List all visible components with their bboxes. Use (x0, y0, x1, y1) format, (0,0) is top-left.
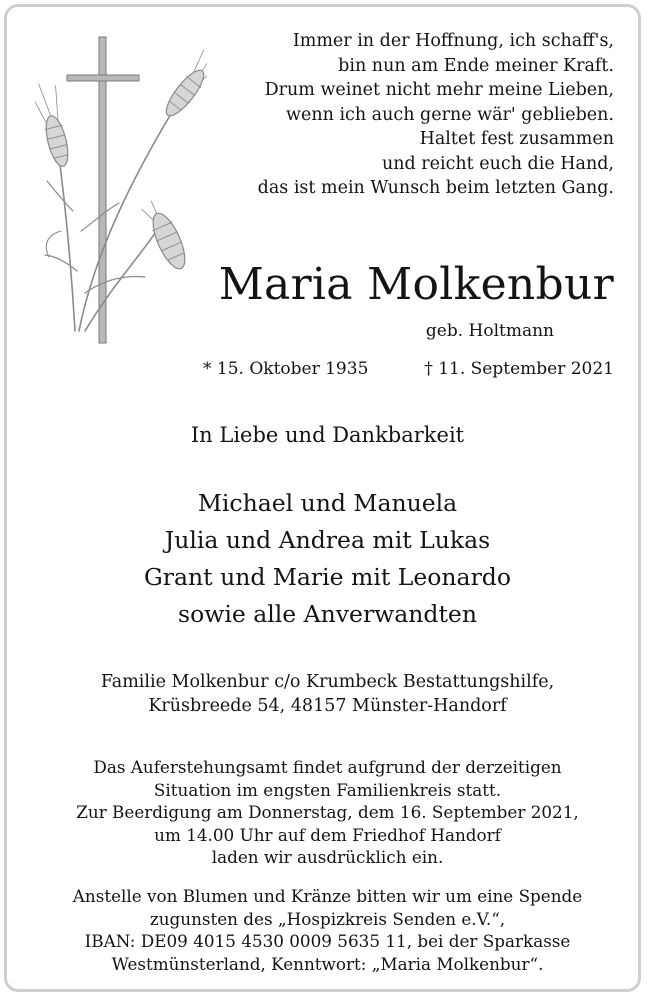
poem-line: Drum weinet nicht mehr meine Lieben, (264, 80, 614, 100)
poem-line: Haltet fest zusammen (419, 129, 614, 149)
donation-line: Westmünsterland, Kenntwort: „Maria Molkenbur“. (111, 953, 544, 974)
poem-line: und reicht euch die Hand, (381, 153, 614, 174)
address-line: Familie Molkenbur c/o Krumbeck Bestattungshilfe, (100, 672, 555, 692)
cross-with-wheat-icon (35, 31, 207, 353)
notice-line: um 14.00 Uhr auf dem Friedhof Handorf (154, 824, 501, 845)
family-address (7, 670, 648, 718)
notice-line: Situation im engsten Familienkreis statt. (153, 779, 502, 800)
family-line: Grant und Marie mit Leonardo (144, 563, 511, 591)
donation-line: Anstelle von Blumen und Kränze bitten wir um eine Spende (72, 886, 583, 906)
birth-date: * 15. Oktober 1935 (203, 359, 369, 379)
notice-line: Das Auferstehungsamt findet aufgrund der derzeitigen (93, 757, 562, 777)
family-line: Julia und Andrea mit Lukas (164, 526, 491, 554)
donation-line: zugunsten des „Hospizkreis Senden e.V.“, (149, 908, 506, 929)
donation-request (7, 885, 648, 975)
poem-line: Immer in der Hoffnung, ich schaff's, (292, 31, 614, 51)
donation-line: IBAN: DE09 4015 4530 0009 5635 11, bei der Sparkasse (84, 931, 571, 951)
family-list (7, 485, 648, 633)
deceased-name: Maria Molkenbur (218, 259, 614, 310)
dedication: In Liebe und Dankbarkeit (190, 423, 465, 447)
funeral-notice (7, 756, 648, 869)
notice-line: laden wir ausdrücklich ein. (211, 847, 444, 867)
family-line: sowie alle Anverwandten (178, 600, 477, 628)
poem-line: wenn ich auch gerne wär' geblieben. (286, 104, 614, 125)
poem (194, 29, 614, 201)
poem-line: bin nun am Ende meiner Kraft. (338, 55, 614, 76)
family-line: Michael und Manuela (197, 489, 458, 517)
maiden-name: geb. Holtmann (425, 321, 554, 341)
notice-line: Zur Beerdigung am Donnerstag, dem 16. September 2021, (76, 802, 579, 822)
address-line: Krüsbreede 54, 48157 Münster-Handorf (148, 696, 507, 716)
poem-line: das ist mein Wunsch beim letzten Gang. (257, 178, 614, 198)
obituary-card (4, 4, 641, 992)
death-date: † 11. September 2021 (424, 359, 614, 379)
